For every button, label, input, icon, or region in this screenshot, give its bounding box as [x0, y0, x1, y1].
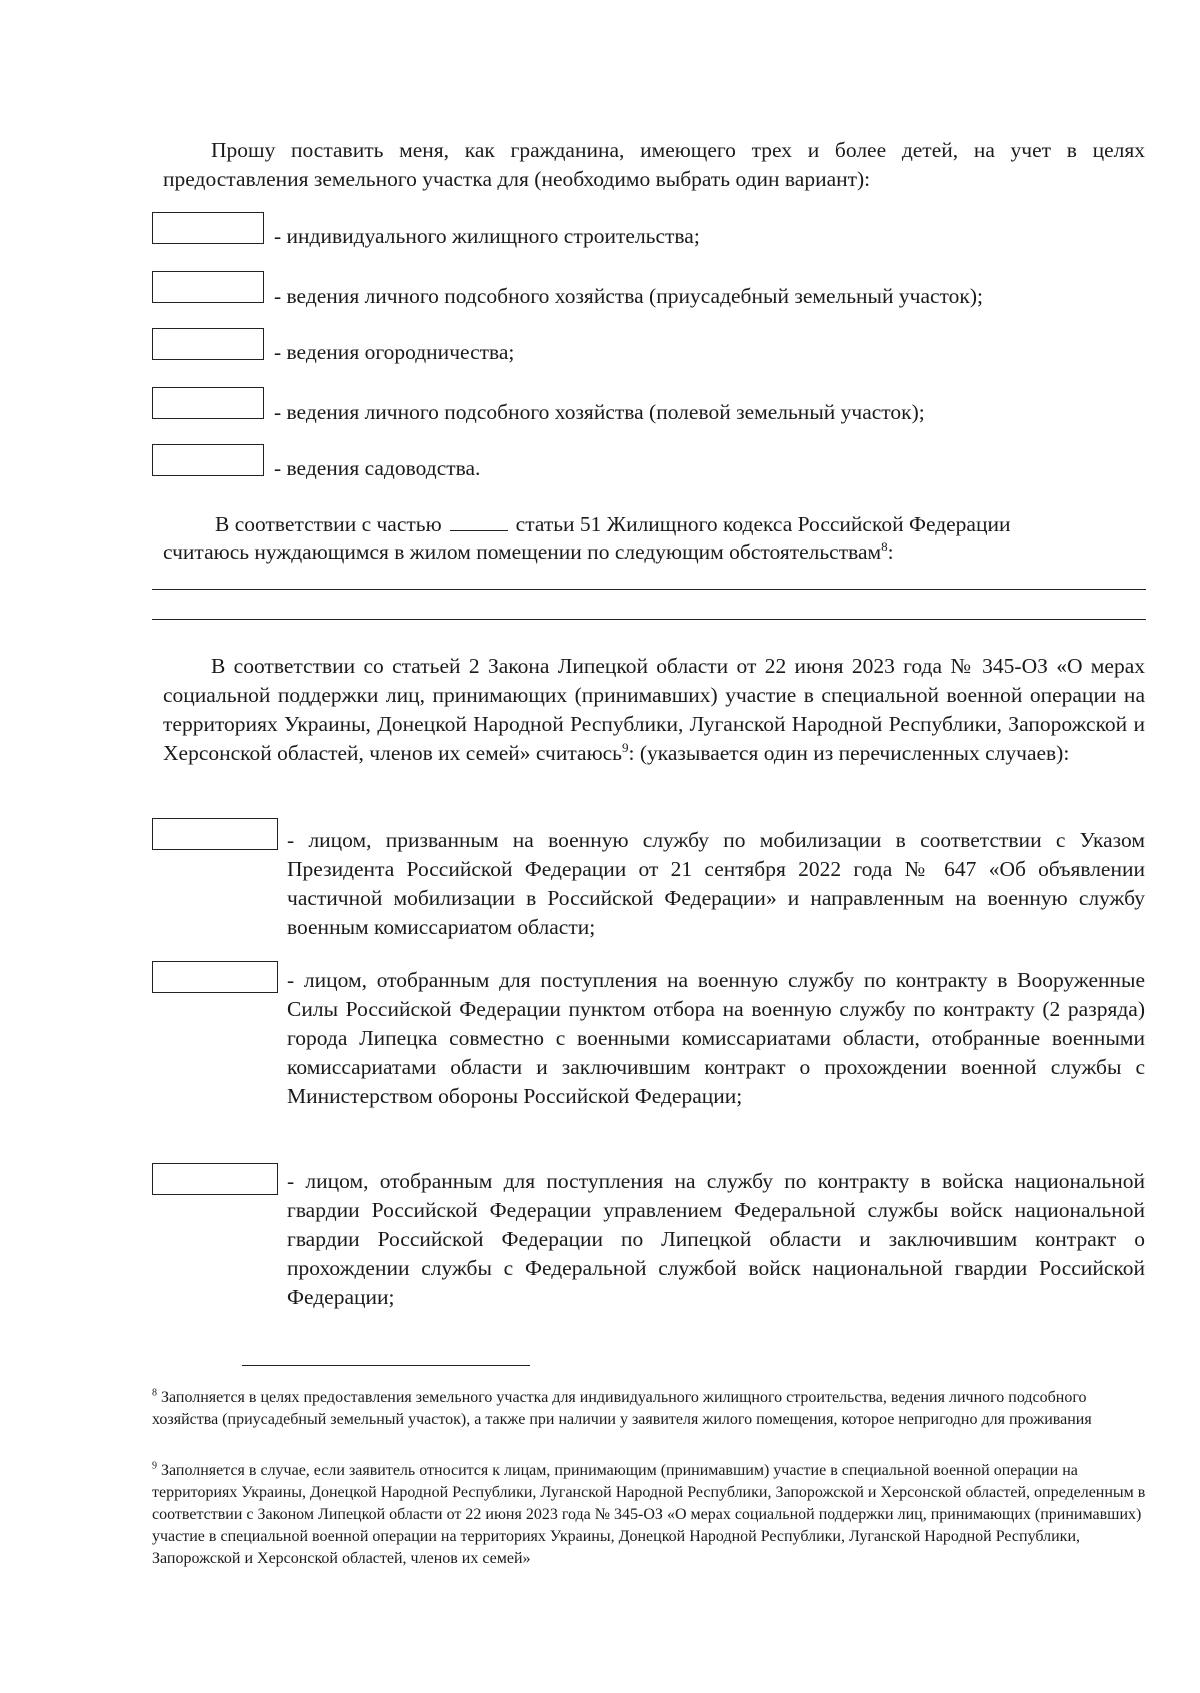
footnote-ref-9[interactable]: 9	[621, 739, 629, 755]
land-option-checkbox-3[interactable]	[152, 328, 264, 360]
housing-line-2-text: считаюсь нуждающимся в жилом помещении по следующим обстоятельствам	[163, 540, 882, 564]
intro-paragraph: Прошу поставить меня, как гражданина, имеющего трех и более детей, на учет в целях предоставления земельного участка для (необходимо выбрать один вариант):	[163, 138, 1145, 191]
footnote-ref-8[interactable]: 8	[881, 538, 888, 554]
footnote-separator	[242, 1365, 530, 1366]
land-option-label-1: - индивидуального жилищного строительства;	[274, 224, 700, 248]
land-option-checkbox-1[interactable]	[152, 212, 264, 244]
law-paragraph	[163, 652, 1145, 768]
footnote-9	[152, 1460, 1152, 1570]
category-text-1: - лицом, призванным на военную службу по мобилизации в соответствии с Указом Президента Российской Федерации от 21 сентября 2022 года № 647 «Об объявлении частичной мобилизации в Российской Федерации» и направленным на военную службу военным комиссариатом области;	[287, 828, 1145, 939]
category-text-2: - лицом, отобранным для поступления на военную службу по контракту в Вооруженные Силы Российской Федерации пунктом отбора на военную службу по контракту (2 разряда) города Липецка совместно с военными комиссариатами области, отобранные военными комиссариатами области и заключившим контракт о прохождении военной службы с Министерством обороны Российской Федерации;	[287, 968, 1145, 1108]
law-text-end: : (указывается один из перечисленных случаев):	[628, 741, 1070, 765]
housing-part-1: В соответствии с частью	[215, 512, 442, 536]
housing-answer-line-2[interactable]	[152, 619, 1146, 620]
footnote-8-text: Заполняется в целях предоставления земельного участка для индивидуального жилищного строительства, ведения личного подсобного хозяйства (приусадебный земельный участок), а также при наличии у заявителя жилого помещения, которое непригодно для проживания	[152, 1389, 1092, 1428]
land-option-label-2: - ведения личного подсобного хозяйства (приусадебный земельный участок);	[274, 284, 983, 308]
housing-line-1	[215, 510, 1011, 539]
housing-part-2: статьи 51 Жилищного кодекса Российской Федерации	[515, 512, 1011, 536]
housing-answer-line-1[interactable]	[152, 589, 1146, 590]
land-option-checkbox-2[interactable]	[152, 271, 264, 303]
housing-line-2-colon: :	[887, 540, 894, 564]
land-option-label-5: - ведения садоводства.	[274, 456, 481, 480]
law-text: В соответствии со статьей 2 Закона Липецкой области от 22 июня 2023 года № 345-ОЗ «О мерах социальной поддержки лиц, принимающих (принимавших) участие в специальной военной операции на территориях Украины, Донецкой Народной Республики, Луганской Народной Республики, Запорожской и Херсонской областей, членов их семей» считаюсь	[163, 654, 1145, 765]
housing-line-2	[163, 538, 894, 567]
category-text-3: - лицом, отобранным для поступления на службу по контракту в войска национальной гвардии Российской Федерации управлением Федеральной службы войск национальной гвардии Российской Федерации по Липецкой области и заключившим контракт о прохождении службы с Федеральной службой войск национальной гвардии Российской Федерации;	[287, 1169, 1145, 1309]
category-checkbox-1[interactable]	[152, 818, 278, 850]
land-option-checkbox-5[interactable]	[152, 444, 264, 476]
land-option-label-4: - ведения личного подсобного хозяйства (полевой земельный участок);	[274, 400, 925, 424]
land-option-label-3: - ведения огородничества;	[274, 340, 515, 364]
land-option-checkbox-4[interactable]	[152, 387, 264, 419]
footnote-9-number: 9	[152, 1460, 157, 1472]
footnote-8	[152, 1387, 1152, 1431]
footnote-9-text: Заполняется в случае, если заявитель относится к лицам, принимающим (принимавшим) участие в специальной военной операции на территориях Украины, Донецкой Народной Республики, Луганской Народной Республики, Запорожской и Херсонской областей, определенным в соответствии с Законом Липецкой области от 22 июня 2023 года № 345-ОЗ «О мерах социальной поддержки лиц, принимающих (принимавших) участие в специальной военной операции на территориях Украины, Донецкой Народной Республики, Луганской Народной Республики, Запорожской и Херсонской областей, членов их семей»	[152, 1462, 1146, 1567]
category-checkbox-2[interactable]	[152, 961, 278, 993]
category-checkbox-3[interactable]	[152, 1163, 278, 1195]
housing-part-blank[interactable]	[450, 512, 508, 531]
footnote-8-number: 8	[152, 1387, 157, 1399]
